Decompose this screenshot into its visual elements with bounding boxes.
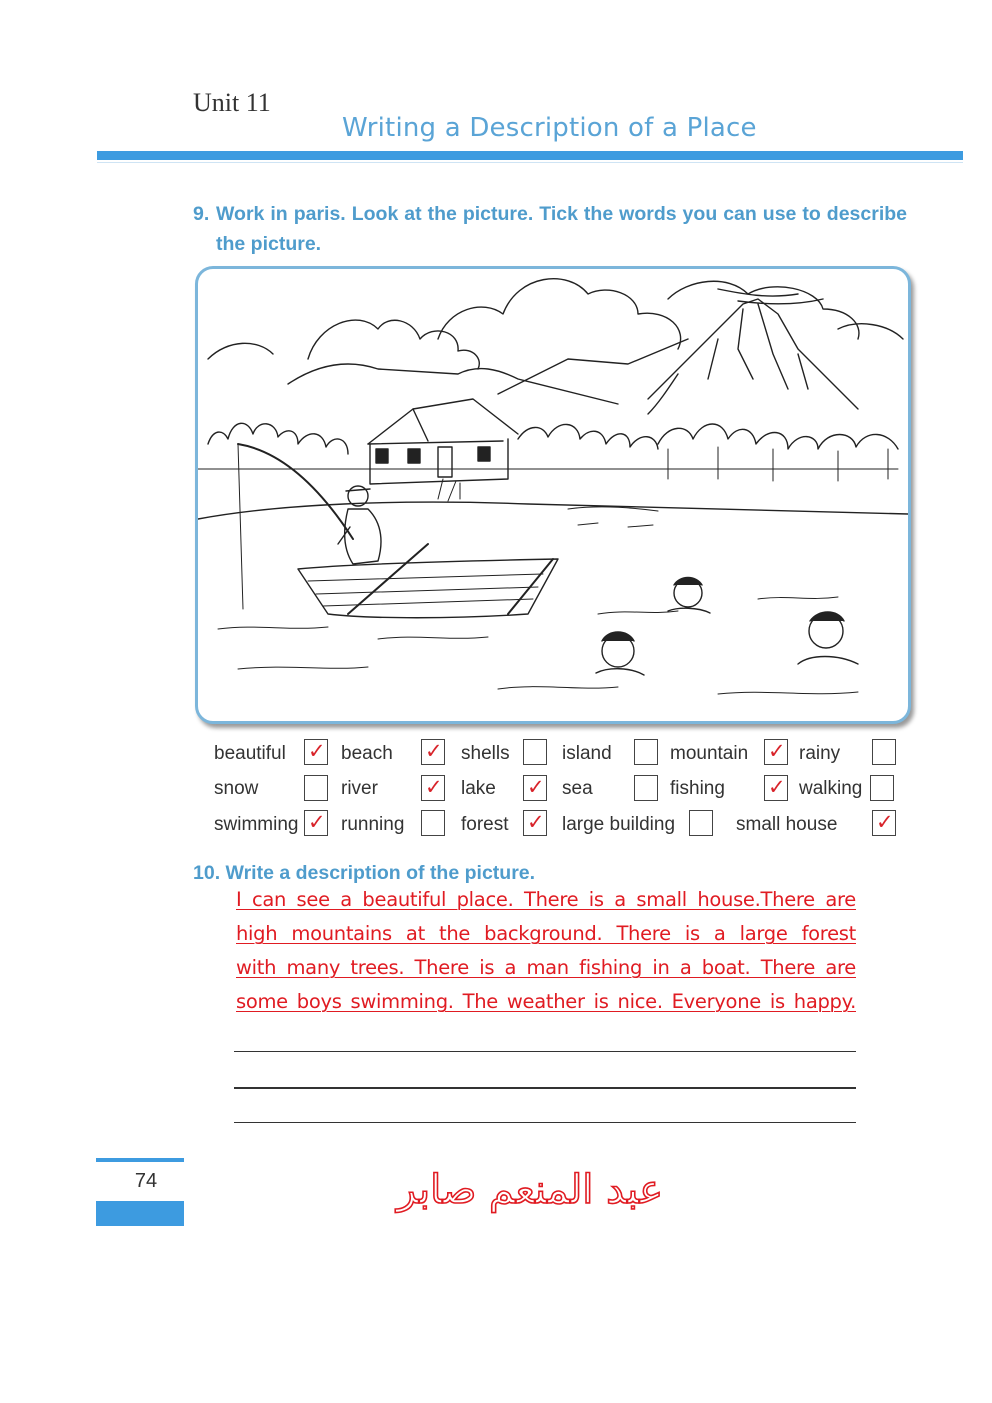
word-label: small house <box>736 814 838 835</box>
tick-mark: ✓ <box>527 775 545 799</box>
answer-line: high mountains at the background. There is a large forest <box>236 922 856 945</box>
writing-line[interactable] <box>234 1122 856 1123</box>
answer-line: with many trees. There is a man fishing in a boat. There are <box>236 956 856 979</box>
word-label: beautiful <box>214 743 286 764</box>
writing-line[interactable] <box>234 1087 856 1089</box>
lake-scene-picture <box>195 266 911 724</box>
answer-line: some boys swimming. The weather is nice. Everyone is happy. <box>236 990 856 1013</box>
word-label: large building <box>562 814 676 835</box>
word-checkbox[interactable] <box>634 739 658 765</box>
word-checkbox[interactable] <box>304 775 328 801</box>
exercise-9-number: 9. <box>193 203 210 225</box>
word-checkbox[interactable] <box>634 775 658 801</box>
word-checklist <box>212 735 902 845</box>
tree-line <box>198 423 898 481</box>
mountains <box>288 299 858 414</box>
word-checkbox[interactable] <box>304 810 328 836</box>
word-checkbox[interactable] <box>523 810 547 836</box>
word-label: snow <box>214 778 259 799</box>
word-label: river <box>341 778 378 799</box>
word-label: lake <box>461 778 496 799</box>
swimmers <box>596 578 858 676</box>
word-checkbox[interactable] <box>304 739 328 765</box>
word-checkbox[interactable] <box>764 775 788 801</box>
tick-mark: ✓ <box>768 775 786 799</box>
unit-label: Unit 11 <box>193 88 271 117</box>
word-label: mountain <box>670 743 749 764</box>
page-number-rule <box>96 1158 184 1162</box>
exercise-9-text: Work in paris. Look at the picture. Tick the words you can use to describe the picture. <box>216 203 907 255</box>
word-label: sea <box>562 778 593 799</box>
word-checkbox[interactable] <box>421 775 445 801</box>
word-label: forest <box>461 814 509 835</box>
tick-mark: ✓ <box>768 739 786 763</box>
answer-line: I can see a beautiful place. There is a small house.There are <box>236 888 856 911</box>
signature-image <box>393 1155 668 1225</box>
page-number-bar <box>96 1201 184 1226</box>
word-label: swimming <box>214 814 299 835</box>
word-checkbox[interactable] <box>764 739 788 765</box>
page-title: Writing a Description of a Place <box>342 113 757 143</box>
svg-text:عبد المنعم صابر: عبد المنعم صابر <box>396 1167 664 1213</box>
tick-mark: ✓ <box>527 810 545 834</box>
word-checkbox[interactable] <box>870 775 894 801</box>
word-checkbox[interactable] <box>872 739 896 765</box>
exercise-10-title: 10. Write a description of the picture. <box>193 862 536 884</box>
exercise-9-instruction <box>193 199 907 259</box>
tick-mark: ✓ <box>425 739 443 763</box>
house <box>368 399 518 484</box>
word-label: running <box>341 814 405 835</box>
word-checkbox[interactable] <box>872 810 896 836</box>
word-label: rainy <box>799 743 841 764</box>
word-checkbox[interactable] <box>523 775 547 801</box>
boat <box>298 544 558 618</box>
page-number: 74 <box>134 1170 158 1192</box>
tick-mark: ✓ <box>876 810 894 834</box>
word-checkbox[interactable] <box>421 739 445 765</box>
word-label: fishing <box>670 778 725 799</box>
answer-text <box>236 888 856 1024</box>
word-label: island <box>562 743 612 764</box>
word-checkbox[interactable] <box>523 739 547 765</box>
word-label: walking <box>799 778 863 799</box>
word-label: shells <box>461 743 510 764</box>
shoreline <box>198 479 908 527</box>
word-label: beach <box>341 743 393 764</box>
tick-mark: ✓ <box>425 775 443 799</box>
water-ripples <box>218 597 858 694</box>
tick-mark: ✓ <box>308 739 326 763</box>
title-rule <box>97 151 963 160</box>
tick-mark: ✓ <box>308 810 326 834</box>
writing-line[interactable] <box>234 1051 856 1052</box>
word-checkbox[interactable] <box>689 810 713 836</box>
title-rule-shadow <box>97 162 963 163</box>
word-checkbox[interactable] <box>421 810 445 836</box>
